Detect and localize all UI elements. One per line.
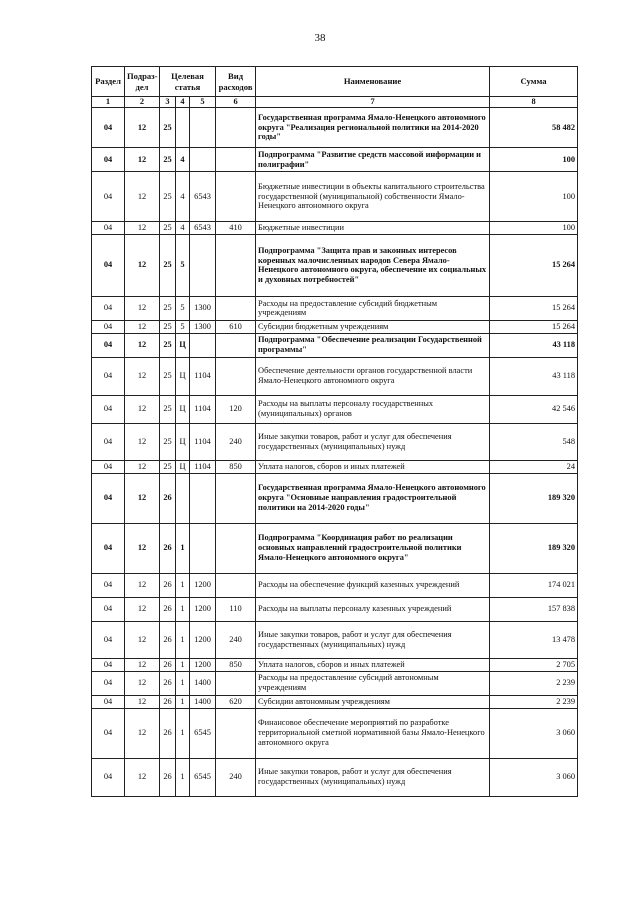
cell-subprogram-code xyxy=(176,108,190,148)
cell-razdel: 04 xyxy=(92,234,125,296)
cell-direction-code xyxy=(190,473,216,523)
cell-summa: 15 264 xyxy=(490,296,578,320)
cell-razdel: 04 xyxy=(92,658,125,671)
cell-summa: 2 239 xyxy=(490,671,578,695)
cell-summa: 2 239 xyxy=(490,695,578,708)
cell-razdel: 04 xyxy=(92,320,125,333)
table-row xyxy=(92,460,578,473)
header-vid-rashodov: Вид расходов xyxy=(216,67,256,97)
cell-podrazdel: 12 xyxy=(125,108,160,148)
cell-razdel: 04 xyxy=(92,460,125,473)
cell-summa: 548 xyxy=(490,423,578,460)
cell-subprogram-code: 1 xyxy=(176,573,190,597)
cell-summa: 174 021 xyxy=(490,573,578,597)
cell-razdel: 04 xyxy=(92,148,125,172)
cell-naimenovanie: Уплата налогов, сборов и иных платежей xyxy=(256,658,490,671)
cell-summa: 3 060 xyxy=(490,758,578,796)
cell-subprogram-code: 5 xyxy=(176,296,190,320)
cell-vid-rashodov xyxy=(216,473,256,523)
cell-razdel: 04 xyxy=(92,423,125,460)
cell-vid-rashodov: 410 xyxy=(216,222,256,235)
cell-naimenovanie: Бюджетные инвестиции в объекты капитального строительства государственной (муниципальной) собственности Ямало-Ненецкого автономного округа xyxy=(256,172,490,222)
cell-vid-rashodov xyxy=(216,357,256,395)
cell-program-code: 25 xyxy=(160,148,176,172)
cell-naimenovanie: Иные закупки товаров, работ и услуг для обеспечения государственных (муниципальных) нужд xyxy=(256,621,490,658)
cell-naimenovanie: Подпрограмма "Обеспечение реализации Государственной программы" xyxy=(256,333,490,357)
cell-subprogram-code: 4 xyxy=(176,222,190,235)
cell-program-code: 25 xyxy=(160,108,176,148)
cell-program-code: 25 xyxy=(160,172,176,222)
cell-vid-rashodov: 110 xyxy=(216,597,256,621)
cell-vid-rashodov xyxy=(216,148,256,172)
cell-summa: 43 118 xyxy=(490,333,578,357)
cell-podrazdel: 12 xyxy=(125,222,160,235)
column-number-row xyxy=(92,97,578,108)
cell-podrazdel: 12 xyxy=(125,320,160,333)
cell-program-code: 26 xyxy=(160,597,176,621)
table-row xyxy=(92,473,578,523)
cell-razdel: 04 xyxy=(92,523,125,573)
cell-subprogram-code: 4 xyxy=(176,148,190,172)
cell-razdel: 04 xyxy=(92,108,125,148)
cell-summa: 189 320 xyxy=(490,523,578,573)
cell-subprogram-code: 1 xyxy=(176,597,190,621)
cell-naimenovanie: Подпрограмма "Защита прав и законных интересов коренных малочисленных народов Севера Ямало-Ненецкого автономного округа, обеспечение их социальных и духовных потребностей" xyxy=(256,234,490,296)
column-number: 5 xyxy=(190,97,216,108)
cell-program-code: 26 xyxy=(160,573,176,597)
header-podrazdel: Подраз-дел xyxy=(125,67,160,97)
table-row xyxy=(92,708,578,758)
cell-direction-code: 1104 xyxy=(190,423,216,460)
cell-program-code: 25 xyxy=(160,234,176,296)
cell-direction-code: 1200 xyxy=(190,658,216,671)
cell-podrazdel: 12 xyxy=(125,395,160,423)
cell-vid-rashodov: 610 xyxy=(216,320,256,333)
cell-naimenovanie: Субсидии автономным учреждениям xyxy=(256,695,490,708)
cell-podrazdel: 12 xyxy=(125,695,160,708)
cell-direction-code: 1200 xyxy=(190,597,216,621)
table-row xyxy=(92,695,578,708)
cell-razdel: 04 xyxy=(92,573,125,597)
cell-naimenovanie: Расходы на обеспечение функций казенных учреждений xyxy=(256,573,490,597)
cell-vid-rashodov xyxy=(216,523,256,573)
table-row xyxy=(92,172,578,222)
cell-summa: 3 060 xyxy=(490,708,578,758)
cell-vid-rashodov: 240 xyxy=(216,423,256,460)
cell-program-code: 26 xyxy=(160,758,176,796)
cell-program-code: 26 xyxy=(160,658,176,671)
cell-podrazdel: 12 xyxy=(125,234,160,296)
header-celevaya-statya: Целевая статья xyxy=(160,67,216,97)
table-row xyxy=(92,108,578,148)
cell-program-code: 26 xyxy=(160,695,176,708)
cell-summa: 42 546 xyxy=(490,395,578,423)
cell-direction-code: 6543 xyxy=(190,222,216,235)
cell-direction-code: 1104 xyxy=(190,357,216,395)
cell-summa: 2 705 xyxy=(490,658,578,671)
cell-subprogram-code: 1 xyxy=(176,708,190,758)
budget-table xyxy=(91,66,578,797)
cell-direction-code: 1104 xyxy=(190,460,216,473)
cell-podrazdel: 12 xyxy=(125,460,160,473)
cell-naimenovanie: Иные закупки товаров, работ и услуг для обеспечения государственных (муниципальных) нужд xyxy=(256,758,490,796)
cell-subprogram-code: 5 xyxy=(176,320,190,333)
cell-direction-code: 1200 xyxy=(190,621,216,658)
cell-naimenovanie: Уплата налогов, сборов и иных платежей xyxy=(256,460,490,473)
cell-podrazdel: 12 xyxy=(125,671,160,695)
cell-razdel: 04 xyxy=(92,671,125,695)
cell-razdel: 04 xyxy=(92,708,125,758)
cell-vid-rashodov xyxy=(216,234,256,296)
cell-podrazdel: 12 xyxy=(125,423,160,460)
table-row xyxy=(92,148,578,172)
cell-vid-rashodov xyxy=(216,671,256,695)
cell-summa: 189 320 xyxy=(490,473,578,523)
page-number: 38 xyxy=(314,32,326,44)
cell-naimenovanie: Финансовое обеспечение мероприятий по разработке территориальной сметной нормативной базы Ямало-Ненецкого автономного округа xyxy=(256,708,490,758)
cell-program-code: 25 xyxy=(160,395,176,423)
cell-vid-rashodov: 240 xyxy=(216,621,256,658)
cell-subprogram-code: Ц xyxy=(176,395,190,423)
cell-summa: 100 xyxy=(490,148,578,172)
cell-vid-rashodov xyxy=(216,573,256,597)
cell-podrazdel: 12 xyxy=(125,172,160,222)
cell-direction-code xyxy=(190,523,216,573)
cell-naimenovanie: Расходы на предоставление субсидий автономным учреждениям xyxy=(256,671,490,695)
cell-vid-rashodov xyxy=(216,172,256,222)
cell-podrazdel: 12 xyxy=(125,333,160,357)
table-row xyxy=(92,658,578,671)
cell-summa: 24 xyxy=(490,460,578,473)
column-number: 3 xyxy=(160,97,176,108)
table-row xyxy=(92,758,578,796)
cell-razdel: 04 xyxy=(92,695,125,708)
cell-subprogram-code: Ц xyxy=(176,357,190,395)
cell-podrazdel: 12 xyxy=(125,708,160,758)
cell-program-code: 25 xyxy=(160,222,176,235)
cell-vid-rashodov: 850 xyxy=(216,460,256,473)
table-row xyxy=(92,333,578,357)
cell-podrazdel: 12 xyxy=(125,148,160,172)
cell-podrazdel: 12 xyxy=(125,621,160,658)
column-number: 4 xyxy=(176,97,190,108)
column-number: 2 xyxy=(125,97,160,108)
cell-direction-code: 1200 xyxy=(190,573,216,597)
cell-razdel: 04 xyxy=(92,296,125,320)
cell-razdel: 04 xyxy=(92,621,125,658)
cell-summa: 13 478 xyxy=(490,621,578,658)
table-row xyxy=(92,234,578,296)
cell-direction-code: 1400 xyxy=(190,671,216,695)
table-row xyxy=(92,621,578,658)
table-row xyxy=(92,395,578,423)
cell-subprogram-code: 1 xyxy=(176,658,190,671)
cell-podrazdel: 12 xyxy=(125,357,160,395)
cell-vid-rashodov xyxy=(216,333,256,357)
cell-naimenovanie: Подпрограмма "Координация работ по реализации основных направлений градостроительной политики Ямало-Ненецкого автономного округа" xyxy=(256,523,490,573)
cell-direction-code xyxy=(190,234,216,296)
cell-direction-code: 1104 xyxy=(190,395,216,423)
column-number: 1 xyxy=(92,97,125,108)
cell-razdel: 04 xyxy=(92,758,125,796)
cell-subprogram-code: Ц xyxy=(176,423,190,460)
cell-direction-code: 1400 xyxy=(190,695,216,708)
table-row xyxy=(92,357,578,395)
cell-direction-code: 6545 xyxy=(190,758,216,796)
cell-naimenovanie: Субсидии бюджетным учреждениям xyxy=(256,320,490,333)
cell-naimenovanie: Подпрограмма "Развитие средств массовой информации и полиграфии" xyxy=(256,148,490,172)
column-number: 6 xyxy=(216,97,256,108)
cell-direction-code: 6545 xyxy=(190,708,216,758)
cell-summa: 58 482 xyxy=(490,108,578,148)
cell-vid-rashodov: 120 xyxy=(216,395,256,423)
cell-razdel: 04 xyxy=(92,395,125,423)
cell-vid-rashodov xyxy=(216,108,256,148)
cell-razdel: 04 xyxy=(92,333,125,357)
cell-subprogram-code: 1 xyxy=(176,671,190,695)
cell-podrazdel: 12 xyxy=(125,658,160,671)
column-number: 7 xyxy=(256,97,490,108)
cell-subprogram-code: 1 xyxy=(176,523,190,573)
cell-naimenovanie: Расходы на выплаты персоналу государственных (муниципальных) органов xyxy=(256,395,490,423)
cell-program-code: 25 xyxy=(160,296,176,320)
cell-program-code: 26 xyxy=(160,621,176,658)
cell-summa: 100 xyxy=(490,222,578,235)
cell-razdel: 04 xyxy=(92,597,125,621)
cell-naimenovanie: Иные закупки товаров, работ и услуг для обеспечения государственных (муниципальных) нужд xyxy=(256,423,490,460)
cell-summa: 15 264 xyxy=(490,320,578,333)
cell-subprogram-code: 1 xyxy=(176,695,190,708)
cell-summa: 15 264 xyxy=(490,234,578,296)
cell-program-code: 26 xyxy=(160,671,176,695)
cell-razdel: 04 xyxy=(92,172,125,222)
cell-direction-code: 1300 xyxy=(190,296,216,320)
header-razdel: Раздел xyxy=(92,67,125,97)
header-naimenovanie: Наименование xyxy=(256,67,490,97)
cell-naimenovanie: Бюджетные инвестиции xyxy=(256,222,490,235)
cell-podrazdel: 12 xyxy=(125,296,160,320)
cell-podrazdel: 12 xyxy=(125,523,160,573)
cell-subprogram-code: 1 xyxy=(176,758,190,796)
cell-razdel: 04 xyxy=(92,473,125,523)
cell-program-code: 26 xyxy=(160,523,176,573)
cell-program-code: 25 xyxy=(160,357,176,395)
cell-naimenovanie: Государственная программа Ямало-Ненецкого автономного округа "Основные направления градостроительной политики на 2014-2020 годы" xyxy=(256,473,490,523)
cell-naimenovanie: Государственная программа Ямало-Ненецкого автономного округа "Реализация региональной политики на 2014-2020 годы" xyxy=(256,108,490,148)
cell-summa: 100 xyxy=(490,172,578,222)
cell-naimenovanie: Расходы на предоставление субсидий бюджетным учреждениям xyxy=(256,296,490,320)
cell-podrazdel: 12 xyxy=(125,573,160,597)
header-summa: Сумма xyxy=(490,67,578,97)
cell-direction-code xyxy=(190,333,216,357)
cell-program-code: 25 xyxy=(160,320,176,333)
cell-vid-rashodov: 620 xyxy=(216,695,256,708)
table-row xyxy=(92,296,578,320)
cell-vid-rashodov: 240 xyxy=(216,758,256,796)
cell-subprogram-code: Ц xyxy=(176,333,190,357)
cell-subprogram-code: 1 xyxy=(176,621,190,658)
table-row xyxy=(92,320,578,333)
cell-summa: 43 118 xyxy=(490,357,578,395)
cell-summa: 157 838 xyxy=(490,597,578,621)
cell-subprogram-code xyxy=(176,473,190,523)
cell-vid-rashodov xyxy=(216,296,256,320)
cell-vid-rashodov: 850 xyxy=(216,658,256,671)
cell-program-code: 26 xyxy=(160,708,176,758)
table-row xyxy=(92,597,578,621)
cell-podrazdel: 12 xyxy=(125,597,160,621)
table-row xyxy=(92,671,578,695)
cell-razdel: 04 xyxy=(92,222,125,235)
cell-razdel: 04 xyxy=(92,357,125,395)
table-row xyxy=(92,222,578,235)
cell-vid-rashodov xyxy=(216,708,256,758)
table-row xyxy=(92,423,578,460)
table-row xyxy=(92,523,578,573)
table-row xyxy=(92,573,578,597)
cell-program-code: 25 xyxy=(160,460,176,473)
cell-direction-code: 6543 xyxy=(190,172,216,222)
cell-direction-code: 1300 xyxy=(190,320,216,333)
cell-naimenovanie: Обеспечение деятельности органов государственной власти Ямало-Ненецкого автономного округа xyxy=(256,357,490,395)
cell-program-code: 25 xyxy=(160,333,176,357)
cell-subprogram-code: 5 xyxy=(176,234,190,296)
cell-direction-code xyxy=(190,148,216,172)
column-number: 8 xyxy=(490,97,578,108)
cell-subprogram-code: 4 xyxy=(176,172,190,222)
cell-direction-code xyxy=(190,108,216,148)
cell-program-code: 26 xyxy=(160,473,176,523)
cell-podrazdel: 12 xyxy=(125,473,160,523)
cell-podrazdel: 12 xyxy=(125,758,160,796)
cell-naimenovanie: Расходы на выплаты персоналу казенных учреждений xyxy=(256,597,490,621)
cell-program-code: 25 xyxy=(160,423,176,460)
cell-subprogram-code: Ц xyxy=(176,460,190,473)
